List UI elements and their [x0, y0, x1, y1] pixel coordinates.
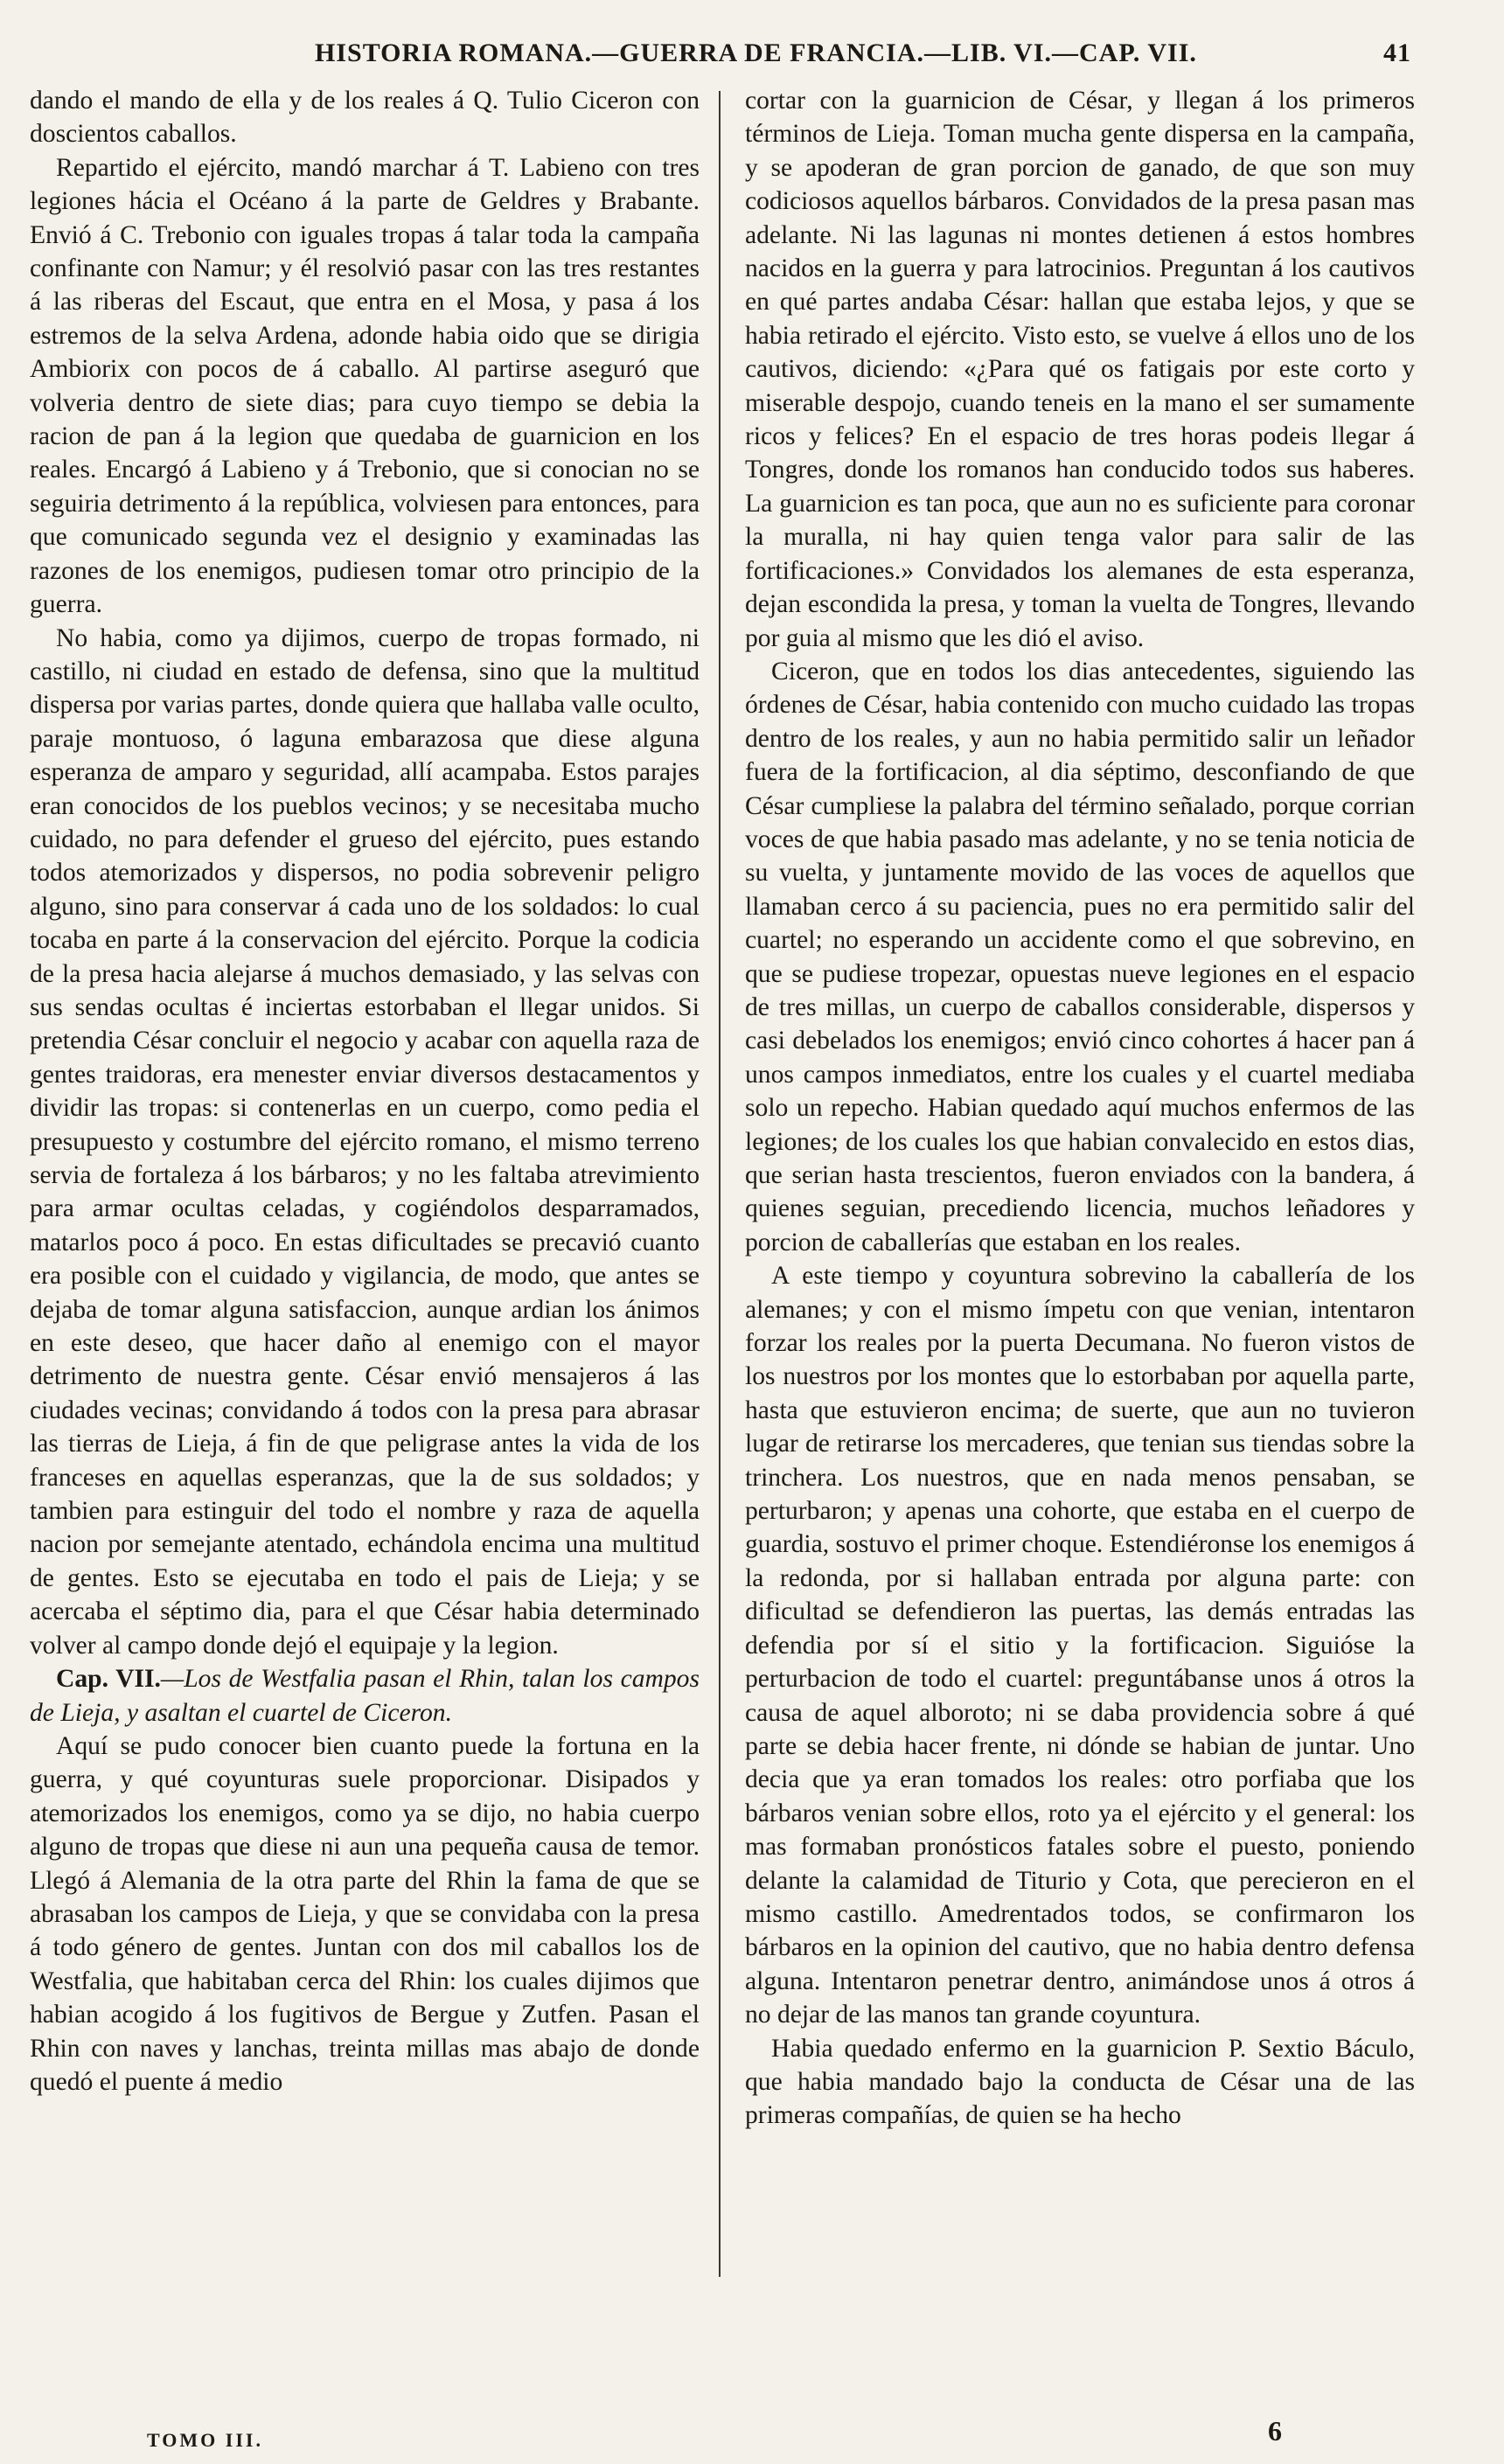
chapter-label: Cap. VII. — [56, 1665, 161, 1694]
right-column — [745, 84, 1415, 2133]
paragraph: Aquí se pudo conocer bien cuanto puede la fortuna en la guerra, y qué coyunturas suele proporcionar. Disipados y atemorizados los enemigos, como ya se dijo, no habia cuerpo alguno de tropas que diese ni aun una pequeña causa de temor. Llegó á Alemania de la otra parte del Rhin la fama de que se abrasaban los campos de Lieja, y que se convidaba con la presa á todo género de gentes. Juntan con dos mil caballos los de Westfalia, que habitaban cerca del Rhin: los cuales dijimos que habian acogido á los fugitivos de Bergue y Zutfen. Pasan el Rhin con naves y lanchas, treinta millas mas abajo de donde quedó el puente á medio — [30, 1731, 700, 2096]
page-number: 41 — [1383, 38, 1411, 67]
paragraph: dando el mando de ella y de los reales á Q. Tulio Ciceron con doscientos caballos. — [30, 87, 700, 149]
running-head-title: HISTORIA ROMANA.—GUERRA DE FRANCIA.—LIB. VI.—CAP. VII. — [315, 38, 1197, 67]
paragraph: No habia, como ya dijimos, cuerpo de tropas formado, ni castillo, ni ciudad en estado de defensa, sino que la multitud dispersa por varias partes, donde quiera que hallaba valle oculto, paraje montuoso, ó laguna embarazosa que diese alguna esperanza de amparo y seguridad, allí acampaba. Estos parajes eran conocidos de los pueblos vecinos; y se necesitaba mucho cuidado, no para defender el grueso del ejército, pues estando todos atemorizados y dispersos, no podia sobrevenir peligro alguno, sino para conservar á cada uno de los soldados: lo cual tocaba en parte á la conservacion del ejército. Porque la codicia de la presa hacia alejarse á muchos demasiado, y las selvas con sus sendas ocultas é inciertas estorbaban el llegar unidos. Si pretendia César concluir el negocio y acabar con aquella raza de gentes traidoras, era menester enviar diversos destacamentos y dividir las tropas: si contenerlas en un cuerpo, como pedia el presupuesto y costumbre del ejército romano, el mismo terreno servia de fortaleza á los bárbaros; y no les faltaba atrevimiento para armar ocultas celadas, y cogiéndolos desparramados, matarlos poco á poco. En estas dificultades se precavió cuanto era posible con el cuidado y vigilancia, de modo, que antes se dejaba de tomar alguna satisfaccion, aunque ardian los ánimos en este deseo, que hacer daño al enemigo con el mayor detrimento de nuestra gente. César envió mensajeros á las ciudades vecinas; convidando á todos con la presa para abrasar las tierras de Lieja, á fin de que peligrase antes la vida de los franceses en aquellas esperanzas, que la de sus soldados; y tambien para estinguir del todo el nombre y raza de aquella nacion por semejante atentado, echándola encima una multitud de gentes. Esto se ejecutaba en todo el pais de Lieja; y se acercaba el séptimo dia, para el que César habia determinado volver al campo donde dejó el equipaje y la legion. — [30, 623, 700, 1660]
paragraph: Repartido el ejército, mandó marchar á T. Labieno con tres legiones hácia el Océano á la parte de Geldres y Brabante. Envió á C. Trebonio con iguales tropas á talar toda la campaña confinante con Namur; y él resolvió pasar con las tres restantes á las riberas del Escaut, que entra en el Mosa, y pasa á los estremos de la selva Ardena, adonde habia oido que se dirigia Ambiorix con pocos de á caballo. Al partirse aseguró que volveria dentro de siete dias; para cuyo tiempo se debia la racion de pan á la legion que quedaba de guarnicion en los reales. Encargó á Labieno y á Trebonio, que si conocian no se seguiria detrimento á la república, volviesen para entonces, para que comunicado segunda vez el designio y examinadas las razones de los enemigos, pudiesen tomar otro principio de la guerra. — [30, 153, 700, 619]
column-divider — [719, 91, 721, 2277]
volume-signature: TOMO III. — [147, 2429, 263, 2451]
chapter-heading — [30, 1662, 700, 1730]
signature-mark: 6 — [1268, 2415, 1282, 2447]
chapter-summary: —Los de Westfalia pasan el Rhin, talan los campos de Lieja, y asaltan el cuartel de Ciceron. — [30, 1665, 700, 1727]
left-column — [30, 84, 700, 2099]
paragraph: A este tiempo y coyuntura sobrevino la caballería de los alemanes; y con el mismo ímpetu con que venian, intentaron forzar los reales por la puerta Decumana. No fueron vistos de los nuestros por los montes que lo estorbaban por aquella parte, hasta que estuvieron encima; de suerte, que aun no tuvieron lugar de retirarse los mercaderes, que tenian sus tiendas sobre la trinchera. Los nuestros, que en nada menos pensaban, se perturbaron; y apenas una cohorte, que estaba en el cuerpo de guardia, sostuvo el primer choque. Estendiéronse los enemigos á la redonda, por si hallaban entrada por alguna parte: con dificultad se defendieron las puertas, las demás entradas las defendia por sí el sitio y la fortificacion. Siguióse la perturbacion de todo el cuartel: preguntábanse unos á otros la causa de aquel alboroto; ni se daba providencia sobre á qué parte se debia hacer frente, ni dónde se habian de juntar. Uno decia que ya eran tomados los reales: otro porfiaba que los bárbaros venian sobre ellos, roto ya el ejército y el general: los mas formaban pronósticos fatales sobre el puesto, poniendo delante la calamidad de Titurio y Cota, que perecieron en el mismo castillo. Amedrentados todos, se confirmaron los bárbaros en la opinion del cautivo, que no habia dentro defensa alguna. Intentaron penetrar dentro, animándose unos á otros á no dejar de las manos tan grande coyuntura. — [745, 1262, 1415, 2029]
paragraph: Habia quedado enfermo en la guarnicion P. Sextio Báculo, que habia mandado bajo la conducta de César una de las primeras compañías, de quien se ha hecho — [745, 2034, 1415, 2130]
paragraph: Ciceron, que en todos los dias antecedentes, siguiendo las órdenes de César, habia contenido con mucho cuidado las tropas dentro de los reales, y aun no habia permitido salir un leñador fuera de la fortificacion, al dia séptimo, desconfiando de que César cumpliese la palabra del término señalado, porque corrian voces de que habia pasado mas adelante, y no se tenia noticia de su vuelta, y juntamente movido de las voces de aquellos que llamaban cerco á su paciencia, pues no era permitido salir del cuartel; no esperando un accidente como el que sobrevino, en que se pudiese tropezar, opuestas nueve legiones en el espacio de tres millas, un cuerpo de caballos considerable, dispersos y casi debelados los enemigos; envió cinco cohortes á hacer pan á unos campos inmediatos, entre los cuales y el cuartel mediaba solo un repecho. Habian quedado aquí muchos enfermos de las legiones; de los cuales los que habian convalecido en estos dias, que serian hasta trescientos, fueron enviados con la bandera, á quienes seguian, precediendo licencia, muchos leñadores y porcion de caballerías que estaban en los reales. — [745, 657, 1415, 1256]
running-head — [0, 38, 1504, 73]
paragraph: cortar con la guarnicion de César, y llegan á los primeros términos de Lieja. Toman mucha gente dispersa en la campaña, y se apoderan de gran porcion de ganado, de que son muy codiciosos aquellos bárbaros. Convidados de la presa pasan mas adelante. Ni las lagunas ni montes detienen á estos hombres nacidos en la guerra y para latrocinios. Preguntan á los cautivos en qué partes andaba César: hallan que estaba lejos, y que se habia retirado el ejército. Visto esto, se vuelve á ellos uno de los cautivos, diciendo: «¿Para qué os fatigais por este corto y miserable despojo, cuando teneis en la mano el ser sumamente ricos y felices? En el espacio de tres horas podeis llegar á Tongres, donde los romanos han conducido todos sus haberes. La guarnicion es tan poca, que aun no es suficiente para coronar la muralla, ni hay quien tenga valor para salir de las fortificaciones.» Convidados los alemanes de esta esperanza, dejan escondida la presa, y toman la vuelta de Tongres, llevando por guia al mismo que les dió el aviso. — [745, 87, 1415, 652]
